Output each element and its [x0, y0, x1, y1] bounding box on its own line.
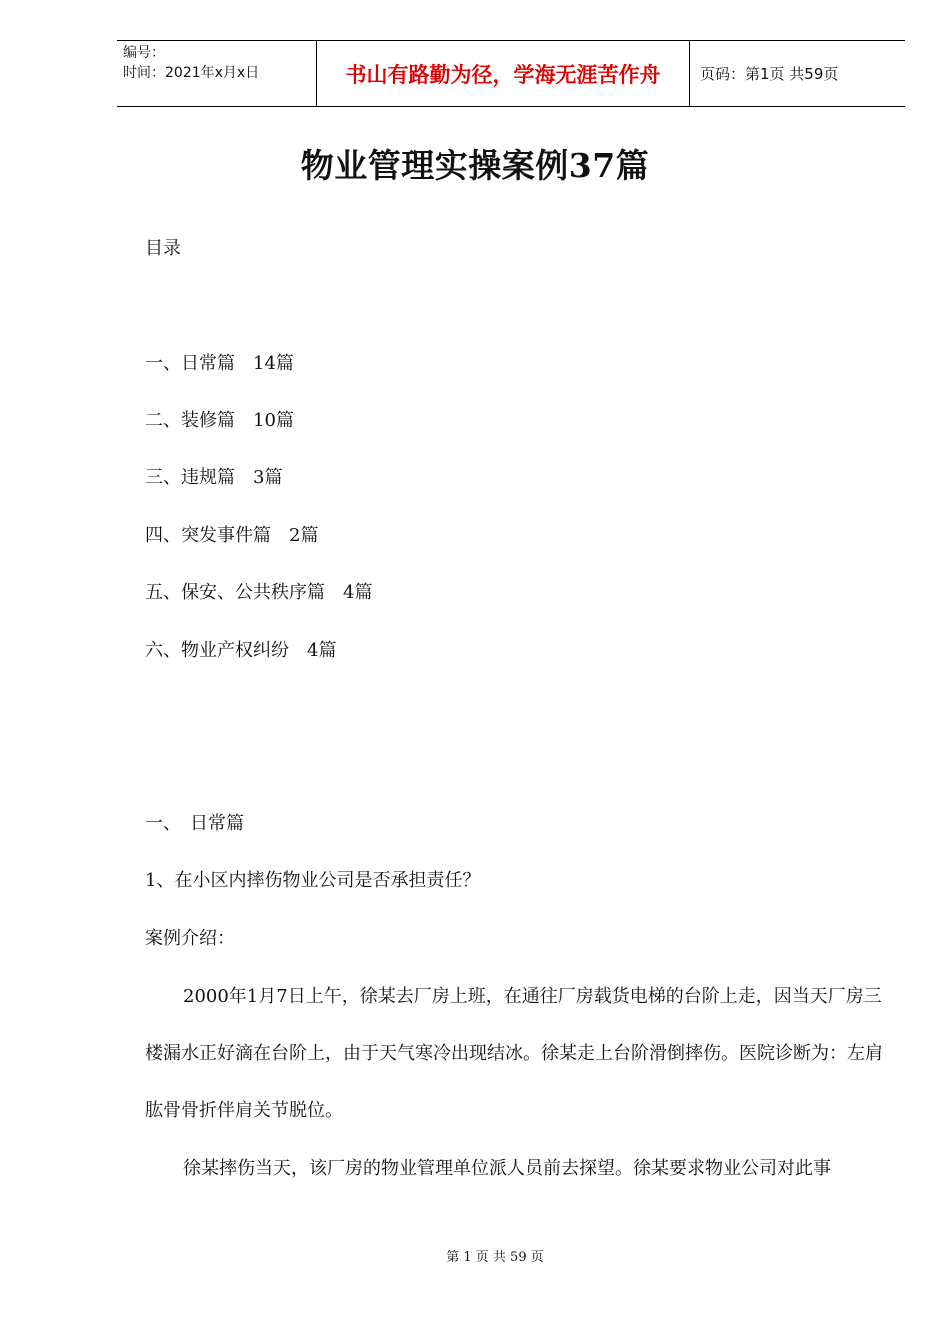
body-paragraph: 徐某摔伤当天，该厂房的物业管理单位派人员前去探望。徐某要求物业公司对此事	[183, 1158, 831, 1179]
toc-item: 四、突发事件篇 2篇	[145, 525, 319, 546]
intro-label: 案例介绍：	[145, 928, 235, 949]
document-title: 物业管理实操案例37篇	[300, 146, 650, 185]
body-paragraph: 2000年1月7日上午，徐某去厂房上班，在通往厂房载货电梯的台阶上走，因当天厂房三楼漏水正好滴在台阶上，由于天气寒冷出现结冰。徐某走上台阶滑倒摔伤。医院诊断为：左肩肱骨骨折伴肩关节脱位。	[145, 986, 883, 1121]
toc-item: 五、保安、公共秩序篇 4篇	[145, 582, 373, 603]
toc-item: 三、违规篇 3篇	[145, 467, 283, 488]
time-label: 时间：2021年x月x日	[123, 65, 260, 81]
header-info	[117, 41, 316, 106]
number-label: 编号：	[123, 45, 165, 61]
toc-item: 二、装修篇 10篇	[145, 410, 294, 431]
page-footer: 第 1 页 共 59 页	[446, 1250, 544, 1265]
page-header	[117, 40, 905, 107]
header-page-info: 页码：第1页 共59页	[700, 65, 839, 83]
header-motto: 书山有路勤为径，学海无涯苦作舟	[316, 41, 690, 106]
toc-item: 六、物业产权纠纷 4篇	[145, 640, 337, 661]
toc-heading: 目录	[145, 238, 181, 259]
section-heading: 一、 日常篇	[145, 813, 244, 834]
toc-item: 一、日常篇 14篇	[145, 353, 294, 374]
case-title: 1、在小区内摔伤物业公司是否承担责任？	[145, 870, 481, 891]
